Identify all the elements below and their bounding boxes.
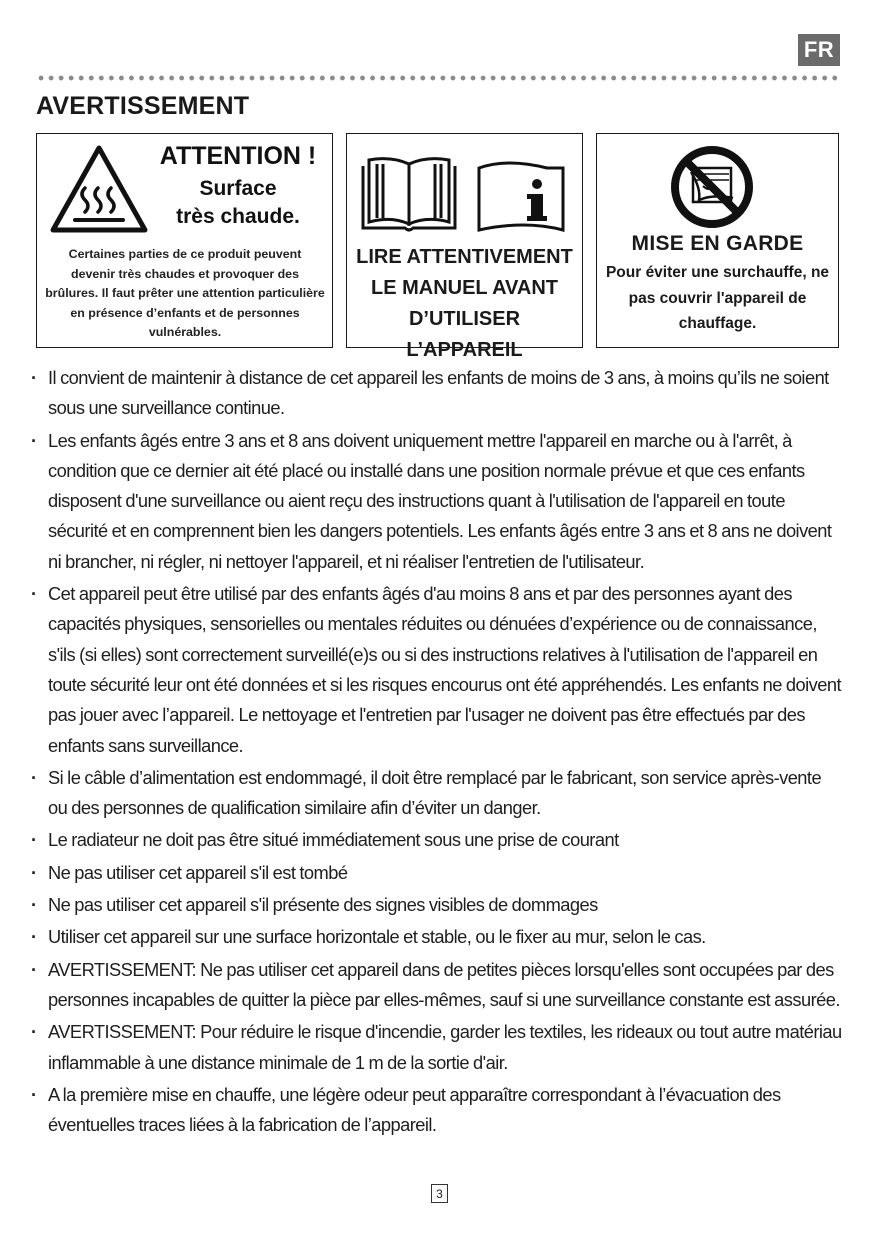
hot-surface-warning-icon <box>47 142 151 236</box>
warning-item: · Si le câble d’alimentation est endommagé, il doit être remplacé par le fabricant, son service après-vente ou des personnes de qualification similaire afin d’éviter un danger. <box>30 763 842 824</box>
warning-item: · A la première mise en chauffe, une légère odeur peut apparaître correspondant à l’évacuation des éventuelles traces liées à la fabrication de l’appareil. <box>30 1080 842 1141</box>
attention-subtitle-1: Surface <box>199 177 277 200</box>
warning-item: · Ne pas utiliser cet appareil s'il présente des signes visibles de dommages <box>30 890 842 920</box>
attention-subtitle-2: très chaude. <box>176 205 300 228</box>
warning-item: · Le radiateur ne doit pas être situé immédiatement sous une prise de courant <box>30 825 842 855</box>
page-number: 3 <box>431 1184 448 1203</box>
attention-panel <box>36 133 333 348</box>
warning-item: · Ne pas utiliser cet appareil s'il est tombé <box>30 858 842 888</box>
do-not-cover-icon <box>669 144 755 230</box>
do-not-cover-panel <box>596 133 839 348</box>
manual-line-2: LE MANUEL AVANT <box>370 277 559 299</box>
warning-item: · AVERTISSEMENT: Pour réduire le risque d'incendie, garder les textiles, les rideaux ou tout autre matériau inflammable à une distance minimale de 1 m de la sortie d'air. <box>30 1017 842 1078</box>
section-title: AVERTISSEMENT <box>36 92 250 120</box>
warning-item: · Cet appareil peut être utilisé par des enfants âgés d'au moins 8 ans et par des personnes ayant des capacités physiques, sensorielles ou mentales réduites ou dénuées d’expérience ou de connaissance, s'ils (si elles) sont correctement surveillé(e)s ou si des instructions relatives à l'utilisation de l'appareil en toute sécurité leur ont été données et si les risques encourus ont été appréhendés. Les enfants ne doivent pas jouer avec l’appareil. Le nettoyage et l'entretien par l'usager ne doivent pas être effectués par des enfants sans surveillance. <box>30 579 842 761</box>
warning-item: · AVERTISSEMENT: Ne pas utiliser cet appareil dans de petites pièces lorsqu'elles sont occupées par des personnes incapables de quitter la pièce par elles-mêmes, sauf si une surveillance constante est assurée. <box>30 955 842 1016</box>
read-manual-icon <box>357 156 572 234</box>
attention-body: Certaines parties de ce produit peuvent devenir très chaudes et provoquer des brûlures. Il faut prêter une attention particulière en présence d’enfants et de personnes vulnérables. <box>45 247 325 339</box>
manual-line-3: D’UTILISER L’APPAREIL <box>406 308 523 361</box>
warnings-list <box>30 363 842 1142</box>
warning-item: · Il convient de maintenir à distance de cet appareil les enfants de moins de 3 ans, à moins qu’ils ne soient sous une surveillance continue. <box>30 363 842 424</box>
dotted-divider <box>36 75 840 81</box>
manual-line-1: LIRE ATTENTIVEMENT <box>356 246 573 268</box>
mise-en-garde-title: MISE EN GARDE <box>631 232 804 255</box>
warning-item: · Les enfants âgés entre 3 ans et 8 ans doivent uniquement mettre l'appareil en marche ou à l'arrêt, à condition que ce dernier ait été placé ou installé dans une position normale prévue et que ces enfants disposent d'une surveillance ou aient reçu des instructions quant à l'utilisation de l'appareil en toute sécurité et en comprennent bien les dangers potentiels. Les enfants âgés entre 3 ans et 8 ans ne doivent ni brancher, ni régler, ni nettoyer l'appareil, et ni réaliser l'entretien de l'utilisateur. <box>30 426 842 577</box>
read-manual-panel <box>346 133 583 361</box>
language-badge: FR <box>798 34 840 66</box>
attention-title: ATTENTION ! <box>159 142 317 170</box>
read-manual-text <box>351 242 578 366</box>
warning-item: · Utiliser cet appareil sur une surface horizontale et stable, ou le fixer au mur, selon le cas. <box>30 922 842 952</box>
mise-en-garde-body: Pour éviter une surchauffe, ne pas couvrir l'appareil de chauffage. <box>605 264 830 332</box>
